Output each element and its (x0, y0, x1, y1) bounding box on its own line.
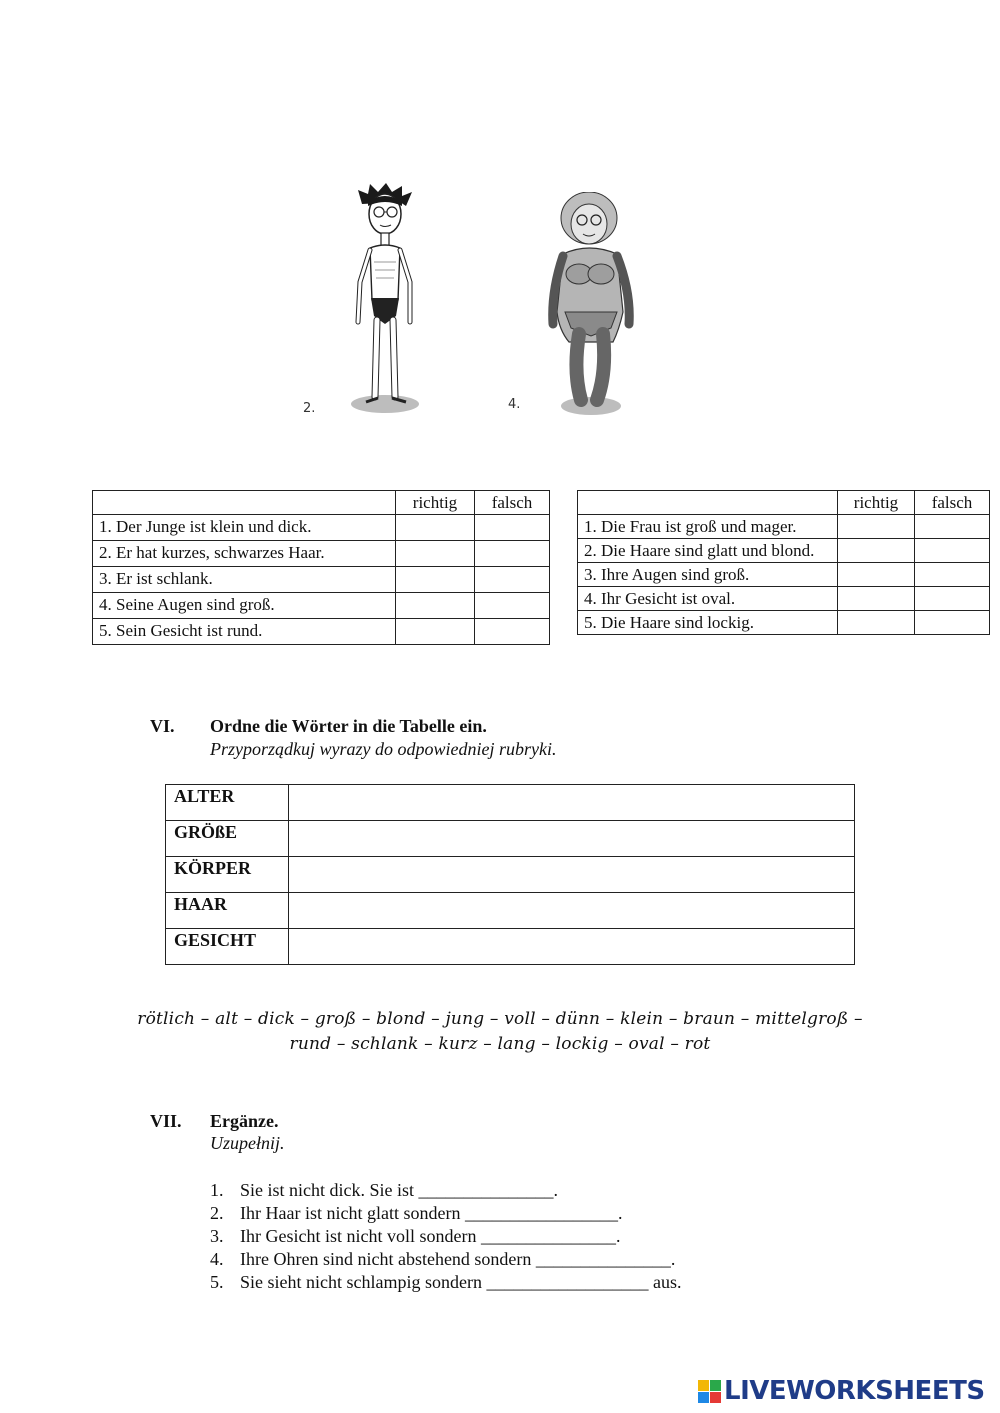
richtig-cell[interactable] (838, 539, 915, 563)
logo-tile (710, 1380, 721, 1391)
category-label-haar: HAAR (166, 893, 289, 929)
fill-in-list (210, 1180, 810, 1300)
table-row (166, 821, 855, 857)
table-row (578, 539, 990, 563)
falsch-cell[interactable] (475, 541, 550, 567)
statement: 1. Die Frau ist groß und mager. (578, 515, 838, 539)
header-falsch: falsch (475, 491, 550, 515)
falsch-cell[interactable] (475, 619, 550, 645)
item-text: Ihr Gesicht ist nicht voll sondern _______________. (240, 1226, 621, 1246)
category-label-alter: ALTER (166, 785, 289, 821)
figure-boy (340, 182, 430, 422)
table-row (93, 567, 550, 593)
item-number: 4. (210, 1249, 224, 1269)
logo-badge-icon (698, 1380, 721, 1403)
word-bank-line-2: rund – schlank – kurz – lang – lockig – oval – rot (289, 1034, 711, 1054)
falsch-cell[interactable] (915, 515, 990, 539)
header-cell-empty (578, 491, 838, 515)
falsch-cell[interactable] (915, 611, 990, 635)
header-falsch: falsch (915, 491, 990, 515)
statement: 3. Er ist schlank. (93, 567, 396, 593)
richtig-cell[interactable] (396, 567, 475, 593)
statement: 2. Er hat kurzes, schwarzes Haar. (93, 541, 396, 567)
item-text: Sie sieht nicht schlampig sondern __________________ aus. (240, 1272, 682, 1292)
item-text: Ihre Ohren sind nicht abstehend sondern _______________. (240, 1249, 676, 1269)
table-row (578, 563, 990, 587)
table-row (166, 893, 855, 929)
table-header-row (93, 491, 550, 515)
table-row (93, 593, 550, 619)
falsch-cell[interactable] (915, 563, 990, 587)
richtig-cell[interactable] (838, 587, 915, 611)
logo-text: LIVEWORKSHEETS (724, 1376, 985, 1406)
figure-label-2: 2. (303, 401, 316, 416)
statement: 4. Ihr Gesicht ist oval. (578, 587, 838, 611)
logo-tile (698, 1392, 709, 1403)
section-7-title: Ergänze. (210, 1111, 279, 1131)
category-label-gesicht: GESICHT (166, 929, 289, 965)
true-false-table-boy (92, 490, 550, 645)
table-header-row (578, 491, 990, 515)
falsch-cell[interactable] (475, 593, 550, 619)
richtig-cell[interactable] (838, 563, 915, 587)
section-7-subtitle: Uzupełnij. (210, 1133, 285, 1153)
list-item[interactable] (210, 1180, 810, 1203)
list-item[interactable] (210, 1249, 810, 1272)
category-answer-cell[interactable] (289, 929, 855, 965)
item-number: 5. (210, 1272, 224, 1292)
richtig-cell[interactable] (396, 541, 475, 567)
logo-tile (710, 1392, 721, 1403)
item-number: 1. (210, 1180, 224, 1200)
header-richtig: richtig (838, 491, 915, 515)
section-7-number: VII. (150, 1111, 182, 1131)
table-row (166, 785, 855, 821)
boy-illustration (340, 182, 430, 422)
table-row (578, 515, 990, 539)
item-text: Ihr Haar ist nicht glatt sondern _________________. (240, 1203, 623, 1223)
logo-tile (698, 1380, 709, 1391)
statement: 3. Ihre Augen sind groß. (578, 563, 838, 587)
table-row (93, 619, 550, 645)
falsch-cell[interactable] (915, 539, 990, 563)
statement: 2. Die Haare sind glatt und blond. (578, 539, 838, 563)
section-6-subtitle: Przyporządkuj wyrazy do odpowiedniej rubryki. (210, 739, 557, 759)
list-item[interactable] (210, 1272, 810, 1295)
word-bank-line-1: rötlich – alt – dick – groß – blond – jung – voll – dünn – klein – braun – mittelgroß – (137, 1009, 863, 1029)
woman-illustration (543, 192, 643, 420)
richtig-cell[interactable] (396, 593, 475, 619)
figure-woman (543, 192, 643, 420)
item-number: 2. (210, 1203, 224, 1223)
category-label-koerper: KÖRPER (166, 857, 289, 893)
list-item[interactable] (210, 1203, 810, 1226)
category-answer-cell[interactable] (289, 857, 855, 893)
statement: 5. Sein Gesicht ist rund. (93, 619, 396, 645)
item-text: Sie ist nicht dick. Sie ist _______________. (240, 1180, 558, 1200)
item-number: 3. (210, 1226, 224, 1246)
richtig-cell[interactable] (396, 619, 475, 645)
table-row (93, 541, 550, 567)
table-row (578, 611, 990, 635)
table-row (166, 929, 855, 965)
section-6-title: Ordne die Wörter in die Tabelle ein. (210, 716, 487, 736)
falsch-cell[interactable] (475, 567, 550, 593)
table-row (93, 515, 550, 541)
category-answer-cell[interactable] (289, 893, 855, 929)
category-answer-cell[interactable] (289, 821, 855, 857)
true-false-table-woman (577, 490, 990, 635)
falsch-cell[interactable] (475, 515, 550, 541)
falsch-cell[interactable] (915, 587, 990, 611)
list-item[interactable] (210, 1226, 810, 1249)
header-cell-empty (93, 491, 396, 515)
richtig-cell[interactable] (396, 515, 475, 541)
statement: 4. Seine Augen sind groß. (93, 593, 396, 619)
category-answer-cell[interactable] (289, 785, 855, 821)
figure-label-4: 4. (508, 397, 521, 412)
category-table (165, 784, 855, 965)
table-row (578, 587, 990, 611)
section-6-number: VI. (150, 716, 175, 736)
richtig-cell[interactable] (838, 515, 915, 539)
header-richtig: richtig (396, 491, 475, 515)
category-label-groesse: GRÖßE (166, 821, 289, 857)
richtig-cell[interactable] (838, 611, 915, 635)
statement: 1. Der Junge ist klein und dick. (93, 515, 396, 541)
statement: 5. Die Haare sind lockig. (578, 611, 838, 635)
table-row (166, 857, 855, 893)
liveworksheets-logo[interactable] (698, 1376, 985, 1406)
